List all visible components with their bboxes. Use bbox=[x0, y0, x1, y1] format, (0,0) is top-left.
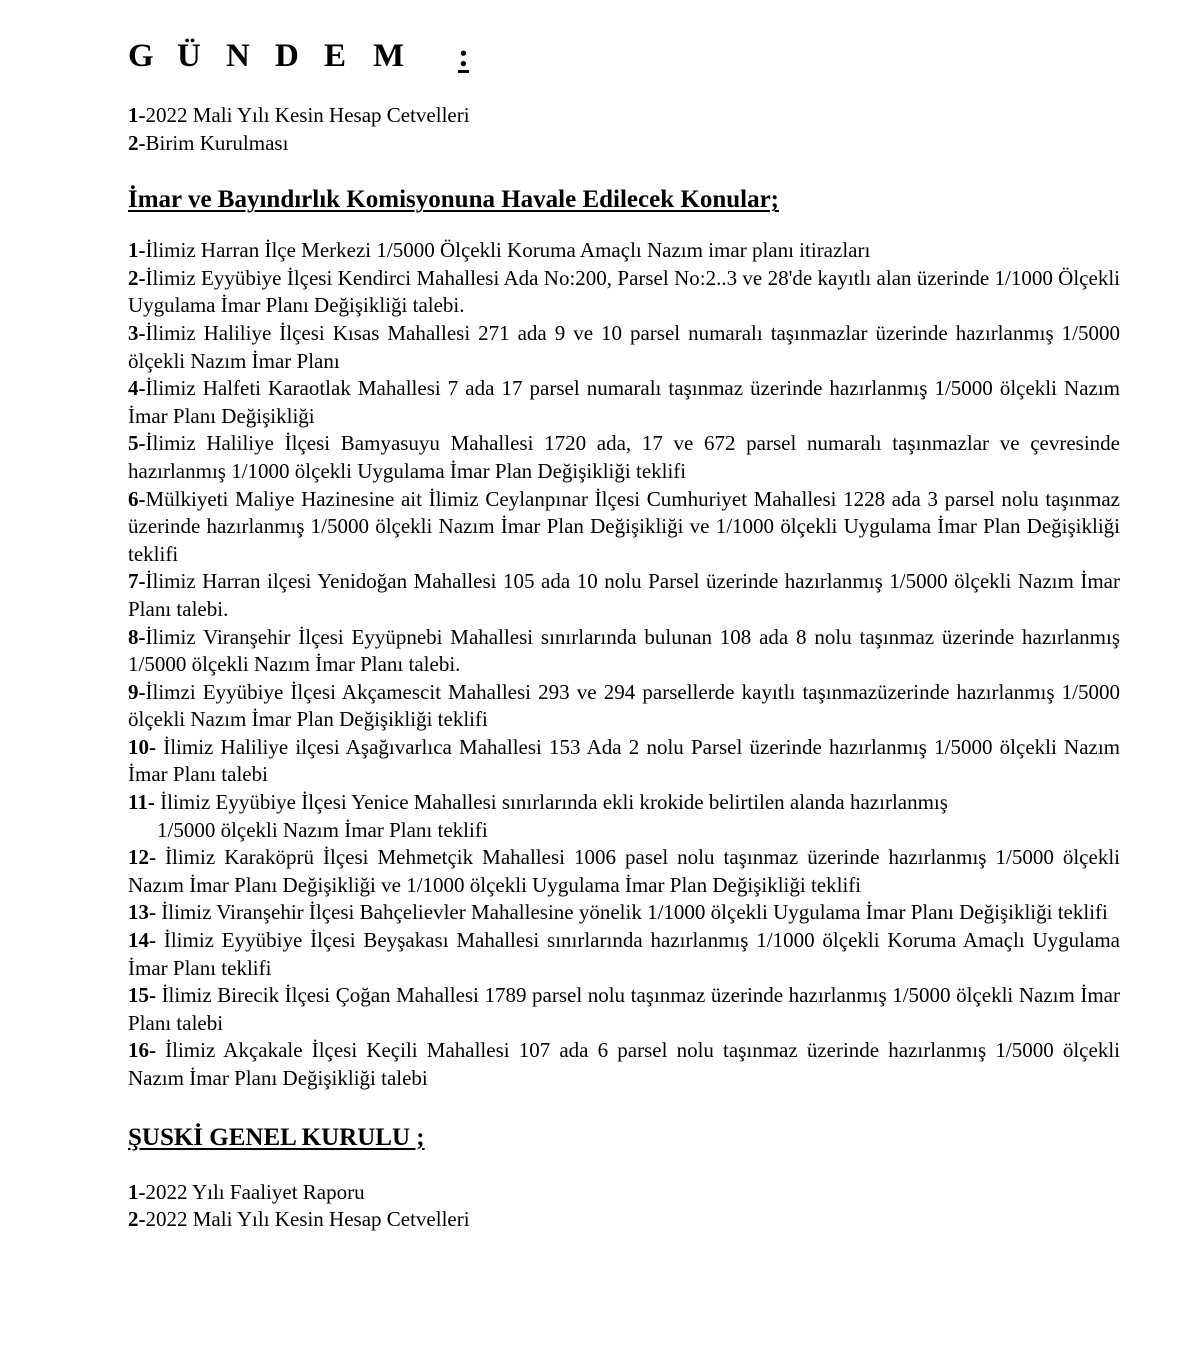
imar-item bbox=[128, 734, 1120, 789]
item-number: 9- bbox=[128, 679, 146, 704]
item-text: İlimiz Eyyübiye İlçesi Beyşakası Mahallesi sınırlarında hazırlanmış 1/1000 ölçekli Koruma Amaçlı Uygulama İmar Planı teklifi bbox=[128, 928, 1120, 980]
item-text: Mülkiyeti Maliye Hazinesine ait İlimiz Ceylanpınar İlçesi Cumhuriyet Mahallesi 1228 ada 3 parsel nolu taşınmaz üzerinde hazırlanmış 1/5000 ölçekli Nazım İmar Plan Değişikliği ve 1/1000 ölçekli Uygulama İmar Plan Değişikliği teklifi bbox=[128, 486, 1120, 566]
imar-item bbox=[128, 982, 1120, 1037]
suski-section-heading: ŞUSKİ GENEL KURULU ; bbox=[128, 1123, 425, 1151]
imar-item bbox=[128, 568, 1120, 623]
item-text: İlimiz Birecik İlçesi Çoğan Mahallesi 1789 parsel nolu taşınmaz üzerinde hazırlanmış 1/5000 ölçekli Nazım İmar Planı talebi bbox=[128, 983, 1120, 1035]
imar-item bbox=[128, 1037, 1120, 1092]
item-text: 2022 Mali Yılı Kesin Hesap Cetvelleri bbox=[145, 1207, 470, 1232]
title-letter: G bbox=[128, 38, 154, 74]
item-number: 14- bbox=[128, 928, 156, 953]
imar-item bbox=[128, 899, 1120, 927]
item-text: İlimiz Harran ilçesi Yenidoğan Mahallesi 105 ada 10 nolu Parsel üzerinde hazırlanmış 1/5000 ölçekli Nazım İmar Planı talebi. bbox=[128, 569, 1120, 621]
item-number: 2- bbox=[128, 130, 146, 155]
title-letter: M bbox=[373, 38, 405, 74]
imar-item bbox=[128, 375, 1120, 430]
item-number: 2- bbox=[128, 1207, 146, 1232]
imar-section-heading: İmar ve Bayındırlık Komisyonuna Havale Edilecek Konular; bbox=[128, 186, 779, 214]
title-letter: N bbox=[226, 38, 250, 74]
item-text-continuation: 1/5000 ölçekli Nazım İmar Planı teklifi bbox=[157, 817, 488, 842]
item-number: 11- bbox=[128, 790, 155, 815]
item-text: 2022 Yılı Faaliyet Raporu bbox=[145, 1179, 365, 1204]
suski-item-list bbox=[128, 1179, 1120, 1234]
item-number: 1- bbox=[128, 103, 146, 127]
document-page bbox=[128, 36, 1120, 1234]
item-number: 15- bbox=[128, 983, 156, 1008]
title-letter: D bbox=[275, 38, 299, 74]
item-number: 4- bbox=[128, 376, 146, 401]
item-text: İlimiz Eyyübiye İlçesi Kendirci Mahallesi Ada No:200, Parsel No:2..3 ve 28'de kayıtlı alan üzerinde 1/1000 Ölçekli Uygulama İmar Planı Değişikliği talebi. bbox=[128, 265, 1120, 318]
item-text: İlimiz Harran İlçe Merkezi 1/5000 Ölçekli Koruma Amaçlı Nazım imar planı itirazları bbox=[145, 238, 871, 263]
imar-item bbox=[128, 844, 1120, 899]
item-text: 2022 Mali Yılı Kesin Hesap Cetvelleri bbox=[145, 103, 470, 127]
item-text: İlimiz Haliliye İlçesi Kısas Mahallesi 271 ada 9 ve 10 parsel numaralı taşınmazlar üzerinde hazırlanmış 1/5000 ölçekli Nazım İmar Planı bbox=[128, 320, 1120, 373]
agenda-item bbox=[128, 130, 1120, 158]
imar-item bbox=[128, 789, 1120, 844]
item-number: 5- bbox=[128, 431, 146, 456]
item-text: İlimiz Karaköprü İlçesi Mehmetçik Mahallesi 1006 pasel nolu taşınmaz üzerinde hazırlanmış 1/5000 ölçekli Nazım İmar Planı Değişikliği ve 1/1000 ölçekli Uygulama İmar Plan Değişikliği teklifi bbox=[128, 845, 1120, 897]
imar-item bbox=[128, 624, 1120, 679]
imar-item bbox=[128, 679, 1120, 734]
item-number: 12- bbox=[128, 845, 156, 870]
item-text: İlimzi Eyyübiye İlçesi Akçamescit Mahallesi 293 ve 294 parsellerde kayıtlı taşınmazüzerinde hazırlanmış 1/5000 ölçekli Nazım İmar Plan Değişikliği teklifi bbox=[128, 679, 1120, 732]
item-number: 13- bbox=[128, 900, 156, 925]
agenda-list bbox=[128, 102, 1120, 157]
title-colon: : bbox=[458, 38, 469, 74]
agenda-item bbox=[128, 102, 1120, 130]
item-number: 16- bbox=[128, 1038, 156, 1063]
imar-item bbox=[128, 430, 1120, 485]
item-text: İlimiz Haliliye ilçesi Aşağıvarlıca Mahallesi 153 Ada 2 nolu Parsel üzerinde hazırlanmış 1/5000 ölçekli Nazım İmar Planı talebi bbox=[128, 734, 1120, 787]
imar-item bbox=[128, 927, 1120, 982]
page-title bbox=[128, 36, 1120, 76]
item-number: 8- bbox=[128, 624, 146, 649]
imar-item-list bbox=[128, 237, 1120, 1092]
item-text: İlimiz Viranşehir İlçesi Bahçelievler Mahallesine yönelik 1/1000 ölçekli Uygulama İmar Planı Değişikliği teklifi bbox=[156, 900, 1108, 925]
item-text: İlimiz Haliliye İlçesi Bamyasuyu Mahallesi 1720 ada, 17 ve 672 parsel numaralı taşınmazlar ve çevresinde hazırlanmış 1/1000 ölçekli Uygulama İmar Plan Değişikliği teklifi bbox=[128, 431, 1120, 483]
item-number: 2- bbox=[128, 265, 146, 290]
imar-item bbox=[128, 265, 1120, 320]
imar-item bbox=[128, 237, 1120, 265]
item-number: 1- bbox=[128, 1179, 146, 1204]
item-text: İlimiz Viranşehir İlçesi Eyyüpnebi Mahallesi sınırlarında bulunan 108 ada 8 nolu taşınmaz üzerinde hazırlanmış 1/5000 ölçekli Nazım İmar Planı talebi. bbox=[128, 624, 1120, 677]
title-letter: Ü bbox=[177, 38, 201, 74]
item-number: 7- bbox=[128, 569, 146, 594]
item-text: İlimiz Akçakale İlçesi Keçili Mahallesi 107 ada 6 parsel nolu taşınmaz üzerinde hazırlanmış 1/5000 ölçekli Nazım İmar Planı Değişikliği talebi bbox=[128, 1038, 1120, 1090]
suski-item bbox=[128, 1206, 1120, 1234]
suski-item bbox=[128, 1179, 1120, 1207]
imar-item bbox=[128, 486, 1120, 569]
item-number: 1- bbox=[128, 238, 146, 263]
item-text: İlimiz Eyyübiye İlçesi Yenice Mahallesi sınırlarında ekli krokide belirtilen alanda hazırlanmış bbox=[154, 790, 948, 815]
item-number: 6- bbox=[128, 486, 146, 511]
item-text: Birim Kurulması bbox=[145, 130, 289, 155]
imar-item bbox=[128, 320, 1120, 375]
title-letter: E bbox=[324, 38, 347, 74]
item-number: 10- bbox=[128, 734, 156, 759]
item-number: 3- bbox=[128, 320, 146, 345]
item-text: İlimiz Halfeti Karaotlak Mahallesi 7 ada 17 parsel numaralı taşınmaz üzerinde hazırlanmış 1/5000 ölçekli Nazım İmar Planı Değişikliği bbox=[128, 376, 1120, 428]
